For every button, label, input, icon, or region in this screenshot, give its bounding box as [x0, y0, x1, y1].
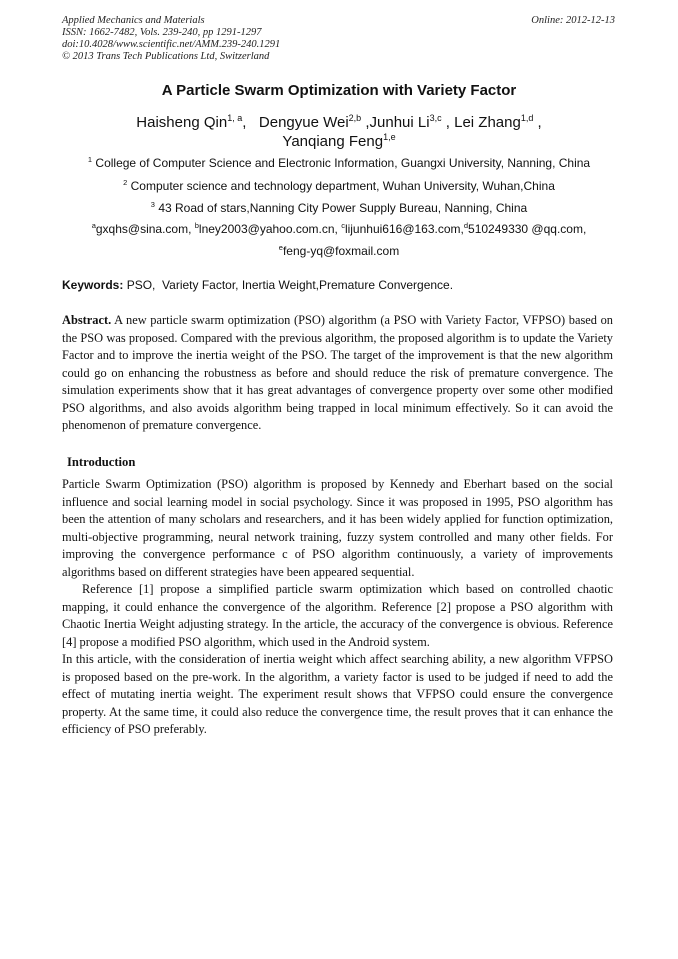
email-line-2: [0, 244, 678, 258]
email-mark: a: [91, 221, 96, 230]
affiliation-text: College of Computer Science and Electronic Information, Guangxi University, Nanning, China: [95, 156, 591, 170]
author-separator: ,: [533, 114, 542, 131]
introduction-body: [62, 476, 613, 739]
affiliation-2: [0, 179, 678, 193]
author-affil-mark: 1,e: [383, 132, 396, 142]
affiliation-3: [0, 201, 678, 215]
running-header: [62, 15, 615, 63]
author-separator: ,: [242, 114, 255, 131]
email-mark: e: [278, 243, 283, 252]
email-address: lijunhui616@163.com,: [344, 222, 464, 236]
author-affil-mark: 3,c: [429, 113, 442, 123]
intro-paragraph-1: Particle Swarm Optimization (PSO) algorithm is proposed by Kennedy and Eberhart based on the social influence and social learning model in social psychology. Since it was proposed in 1995, PSO algorithm has been the attention of many scholars and researchers, and it has been widely applied for function optimization, multi-objective programming, neural network training, fuzzy system controlled and many other fields. For improving the convergence performance c of PSO algorithm continuously, a variety of improvements algorithms based on different strategies have been appeared sequential.: [62, 477, 613, 579]
issn-line: ISSN: 1662-7482, Vols. 239-240, pp 1291-1297: [62, 27, 262, 38]
section-heading-introduction: Introduction: [67, 455, 136, 469]
intro-paragraph-3: In this article, with the consideration of inertia weight which affect searching ability, a new algorithm VFPSO is proposed based on the pre-work. In the algorithm, a variety factor is used to be judged if need to add the effect of mutating inertia weight. The experiment result shows that VFPSO could ensure the convergence property. At the same time, it could also reduce the convergence time, the result proves that it can enhance the efficiency of PSO preferably.: [62, 652, 613, 736]
author-name: Lei Zhang: [454, 114, 521, 131]
intro-paragraph-2: Reference [1] propose a simplified particle swarm optimization which based on controlled chaotic mapping, it could enhance the convergence of the algorithm. Reference [2] propose a PSO algorithm with Chaotic Inertia Weight adjusting strategy. In the article, the accuracy of the convergence is obvious. Reference [4] propose a modified PSO algorithm, which used in the Android system.: [62, 582, 613, 649]
email-mark: c: [341, 221, 345, 230]
author-line-1: [0, 113, 678, 132]
copyright-line: © 2013 Trans Tech Publications Ltd, Switzerland: [62, 51, 270, 62]
abstract: [62, 312, 613, 435]
author-separator: ,: [361, 114, 370, 131]
email-address: feng-yq@foxmail.com: [282, 244, 400, 258]
affiliation-mark: 1: [87, 155, 93, 164]
author-name: Yanqiang Feng: [282, 133, 384, 150]
affiliation-1: [0, 156, 678, 170]
email-address: lney2003@yahoo.com.cn,: [198, 222, 342, 236]
affiliation-mark: 2: [123, 178, 128, 187]
abstract-label: Abstract.: [62, 313, 112, 327]
email-address: 510249330 @qq.com,: [468, 222, 587, 236]
author-affil-mark: 1, a: [227, 113, 243, 123]
author-affil-mark: 2,b: [348, 113, 362, 123]
author-line-2: [0, 132, 678, 151]
author-name: Dengyue Wei: [258, 114, 349, 131]
keywords: [62, 278, 615, 292]
author-name: Haisheng Qin: [136, 114, 228, 131]
abstract-paragraph: [62, 312, 613, 435]
paper-title: A Particle Swarm Optimization with Variety Factor: [161, 82, 517, 99]
email-address: gxqhs@sina.com,: [95, 222, 195, 236]
author-affil-mark: 1,d: [520, 113, 534, 123]
online-date: Online: 2012-12-13: [531, 15, 615, 26]
journal-name: Applied Mechanics and Materials: [62, 15, 205, 26]
affiliation-mark: 3: [150, 200, 155, 209]
author-list: [0, 113, 678, 151]
email-mark: d: [463, 221, 469, 230]
keywords-text: PSO, Variety Factor, Inertia Weight,Premature Convergence.: [123, 278, 454, 292]
affiliation-text: Computer science and technology department, Wuhan University, Wuhan,China: [130, 179, 555, 193]
author-separator: ,: [441, 114, 455, 131]
email-line-1: [0, 222, 678, 236]
keywords-label: Keywords:: [62, 278, 124, 292]
abstract-text: A new particle swarm optimization (PSO) algorithm (a PSO with Variety Factor, VFPSO) based on the PSO was proposed. Compared with the previous algorithm, the proposed algorithm is to update the Variety Factor and to improve the inertia weight of the PSO. The target of the improvement is that the new algorithm could go on enhancing the robustness as before and should reduce the risk of premature convergence. The simulation experiments show that it has great advantages of convergence property over some other modified PSO algorithms, and also avoids algorithm being trapped in local minimum effectively. So it can avoid the phenomenon of premature convergence.: [62, 313, 613, 432]
email-mark: b: [194, 221, 199, 230]
affiliation-text: 43 Road of stars,Nanning City Power Supply Bureau, Nanning, China: [158, 201, 528, 215]
doi-line: doi:10.4028/www.scientific.net/AMM.239-240.1291: [62, 39, 281, 50]
author-name: Junhui Li: [369, 114, 430, 131]
